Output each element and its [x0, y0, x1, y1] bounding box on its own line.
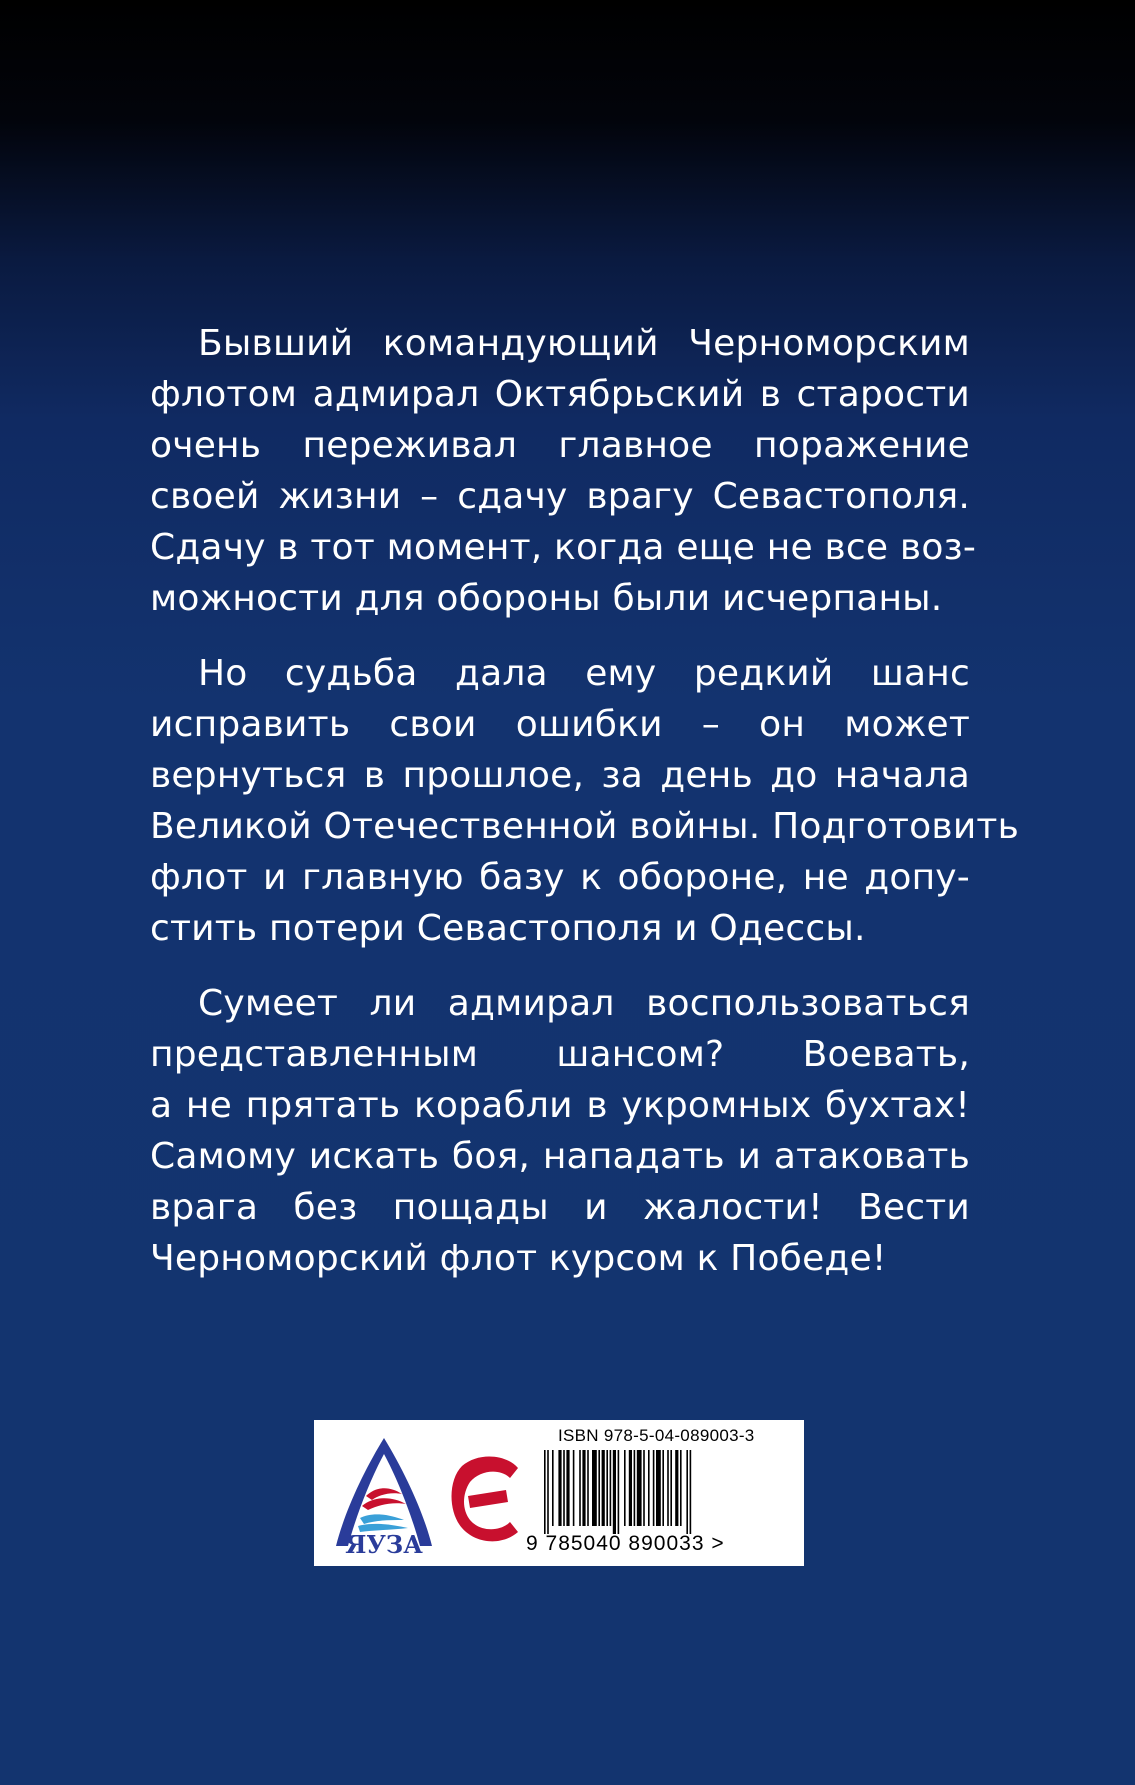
barcode-bar	[624, 1450, 626, 1526]
yauza-logo-text: ЯУЗА	[345, 1530, 423, 1556]
barcode-bar	[544, 1450, 546, 1534]
barcode-bar	[670, 1450, 672, 1526]
barcode-digits: 9 785040 890033 >	[526, 1532, 725, 1555]
blurb-paragraph-2	[150, 648, 1020, 954]
isbn-barcode	[526, 1426, 796, 1562]
barcode-bar	[602, 1450, 605, 1526]
blurb-line: флот и главную базу к обороне, не допу-	[150, 857, 970, 898]
barcode-bar	[558, 1450, 561, 1526]
publisher-label	[314, 1420, 804, 1566]
blurb-line: Но судьба дала ему редкий шанс	[198, 653, 970, 694]
barcode-icon	[540, 1450, 790, 1534]
barcode-bar	[629, 1450, 632, 1526]
barcode-bar	[566, 1450, 569, 1526]
barcode-bar	[563, 1450, 565, 1526]
barcode-bar	[587, 1450, 589, 1526]
barcode-bar	[573, 1450, 575, 1526]
barcode-bar	[662, 1450, 664, 1526]
barcode-bar	[680, 1450, 682, 1526]
barcode-bar	[582, 1450, 585, 1526]
blurb-line: Сумеет ли адмирал воспользоваться	[198, 983, 970, 1024]
barcode-bar	[648, 1450, 650, 1526]
barcode-bar	[637, 1450, 642, 1526]
barcode-bar	[598, 1450, 600, 1526]
barcode-bar	[656, 1450, 661, 1526]
blurb-line: флотом адмирал Октябрьский в старости	[150, 374, 970, 415]
blurb-line: можности для обороны были исчерпаны.	[150, 578, 943, 619]
barcode-bar	[610, 1450, 612, 1526]
barcode-bar	[606, 1450, 608, 1526]
yauza-logo-icon	[332, 1434, 437, 1556]
barcode-bar	[643, 1450, 645, 1526]
blurb-line: Самому искать боя, нападать и атаковать	[150, 1136, 970, 1177]
barcode-bar	[690, 1450, 692, 1534]
blurb-line: а не прятать корабли в укромных бухтах!	[150, 1085, 970, 1126]
barcode-bar	[667, 1450, 669, 1526]
blurb-line: врага без пощады и жалости! Вести	[150, 1187, 970, 1228]
barcode-bar	[675, 1450, 678, 1526]
eksmo-logo-icon	[448, 1450, 524, 1550]
barcode-bar	[618, 1450, 620, 1534]
barcode-bar	[579, 1450, 581, 1526]
blurb-line: стить потери Севастополя и Одессы.	[150, 908, 866, 949]
blurb-line: исправить свои ошибки – он может	[150, 704, 970, 745]
blurb-line: вернуться в прошлое, за день до начала	[150, 755, 970, 796]
blurb-line: представленным шансом? Воевать,	[150, 1034, 970, 1075]
blurb-paragraph-1	[150, 318, 977, 624]
barcode-bar	[547, 1450, 549, 1534]
blurb-line: Черноморский флот курсом к Победе!	[150, 1238, 887, 1279]
barcode-bar	[592, 1450, 597, 1526]
blurb-line: очень переживал главное поражение	[150, 425, 970, 466]
isbn-text: ISBN 978-5-04-089003-3	[558, 1426, 755, 1445]
blurb-paragraph-3	[150, 978, 970, 1284]
blurb-line: Сдачу в тот момент, когда еще не все воз-	[150, 527, 977, 568]
blurb-line: Бывший командующий Черноморским	[198, 323, 970, 364]
barcode-bar	[552, 1450, 554, 1526]
blurb-line: Великой Отечественной войны. Подготовить	[150, 806, 1020, 847]
barcode-bar	[634, 1450, 636, 1526]
barcode-bar	[653, 1450, 655, 1526]
barcode-bar	[686, 1450, 688, 1534]
blurb-line: своей жизни – сдачу врагу Севастополя.	[150, 476, 970, 517]
cover-blurb	[150, 318, 1020, 1308]
barcode-bar	[613, 1450, 616, 1534]
